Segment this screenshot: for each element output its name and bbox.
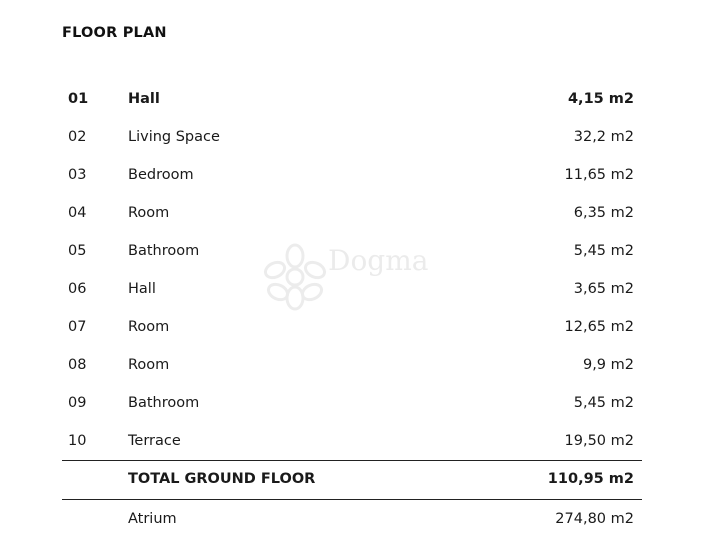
- room-name: Bathroom: [128, 395, 200, 411]
- page-title: FLOOR PLAN: [62, 25, 167, 41]
- room-name: Living Space: [128, 129, 220, 145]
- room-name: Room: [128, 205, 170, 221]
- room-area: 11,65 m2: [564, 167, 634, 183]
- watermark: [262, 242, 462, 312]
- room-name: Bedroom: [128, 167, 194, 183]
- room-name: Hall: [128, 281, 156, 297]
- watermark-text: Dogma: [328, 244, 429, 277]
- table-row: [62, 422, 642, 460]
- total-area: 110,95 m2: [547, 471, 634, 487]
- room-number: 03: [68, 167, 87, 183]
- room-number: 04: [68, 205, 87, 221]
- room-area: 5,45 m2: [573, 243, 634, 259]
- room-number: 01: [68, 91, 89, 107]
- table-row: [62, 346, 642, 384]
- room-number: 06: [68, 281, 87, 297]
- room-number: 10: [68, 433, 87, 449]
- room-area: 19,50 m2: [564, 433, 634, 449]
- total-row: [62, 460, 642, 500]
- room-number: 09: [68, 395, 87, 411]
- room-area: 32,2 m2: [573, 129, 634, 145]
- room-area: 6,35 m2: [573, 205, 634, 221]
- room-name: Room: [128, 357, 170, 373]
- room-area: 4,15 m2: [567, 91, 634, 107]
- room-name: Room: [128, 319, 170, 335]
- room-number: 07: [68, 319, 87, 335]
- room-area: 3,65 m2: [573, 281, 634, 297]
- table-row: [62, 194, 642, 232]
- room-name: Bathroom: [128, 243, 200, 259]
- room-name: Terrace: [128, 433, 181, 449]
- room-number: 08: [68, 357, 87, 373]
- table-row: [62, 500, 642, 538]
- table-row: [62, 156, 642, 194]
- table-row: [62, 384, 642, 422]
- total-label: TOTAL GROUND FLOOR: [128, 471, 316, 487]
- flower-logo-icon: [262, 242, 328, 312]
- room-area: 5,45 m2: [573, 395, 634, 411]
- table-row: [62, 80, 642, 118]
- room-area: 274,80 m2: [555, 511, 634, 527]
- room-number: 05: [68, 243, 87, 259]
- room-name: Hall: [128, 91, 160, 107]
- table-row: [62, 308, 642, 346]
- room-number: 02: [68, 129, 87, 145]
- room-area: 12,65 m2: [564, 319, 634, 335]
- table-row: [62, 118, 642, 156]
- room-area: 9,9 m2: [582, 357, 634, 373]
- room-name: Atrium: [128, 511, 177, 527]
